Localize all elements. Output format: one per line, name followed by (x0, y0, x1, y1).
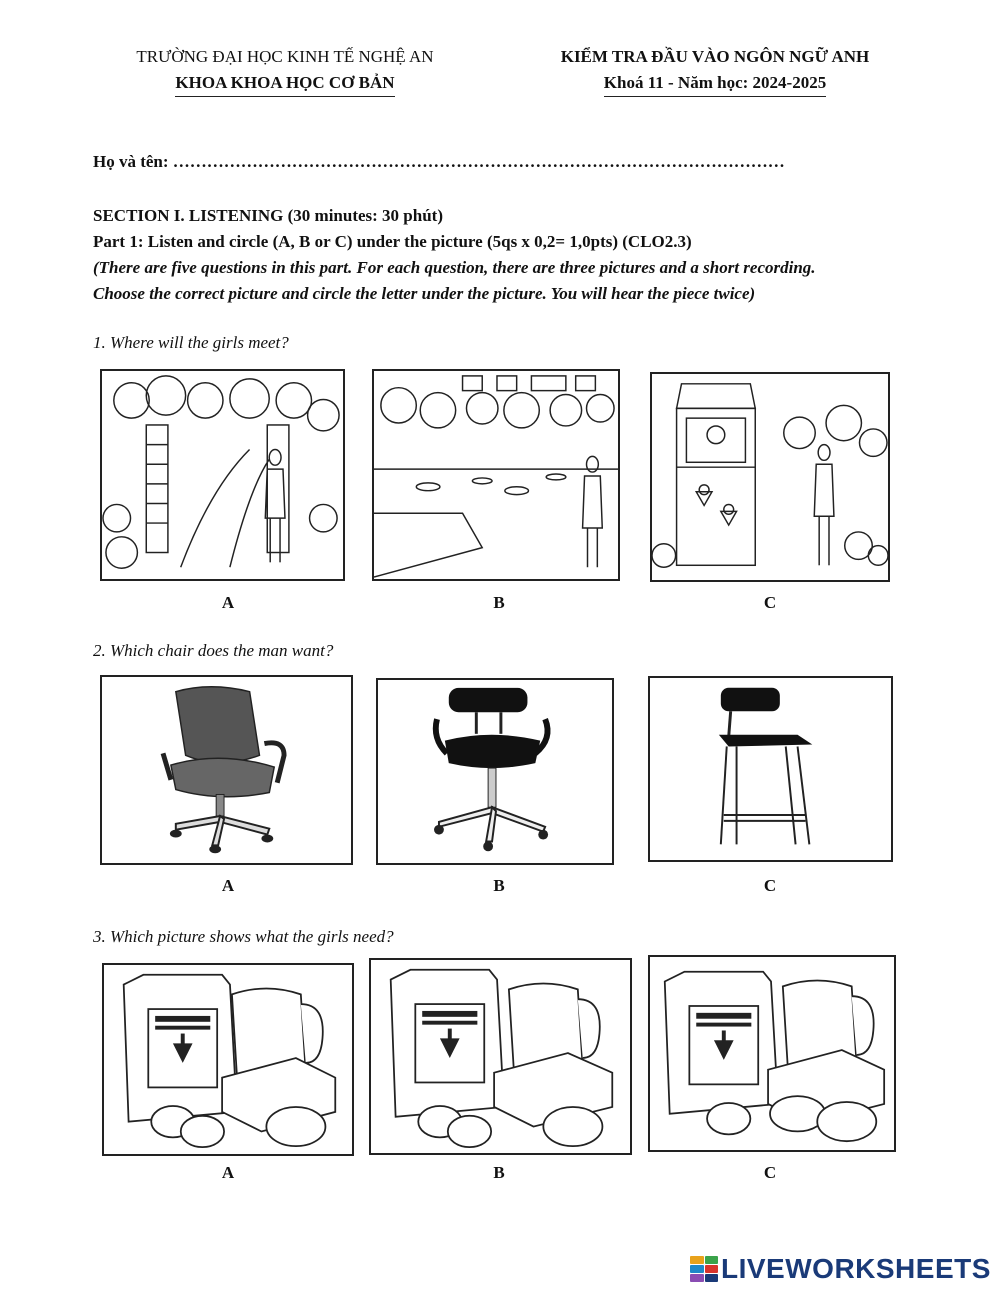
q1-option-b[interactable]: B (493, 593, 505, 612)
instructions-line-1: (There are five questions in this part. For each question, there are three pictures and a short recording. (93, 258, 816, 277)
logo-tile (690, 1256, 704, 1264)
q1-picture-c[interactable] (650, 372, 890, 582)
faculty-name: KHOA KHOA HỌC CƠ BẢN (175, 70, 394, 97)
exam-title: KIỂM TRA ĐẦU VÀO NGÔN NGỮ ANH (560, 47, 870, 66)
q1-option-a[interactable]: A (221, 593, 235, 612)
q3-picture-b[interactable] (369, 958, 632, 1155)
q3-option-c[interactable]: C (763, 1163, 777, 1182)
section-title: SECTION I. LISTENING (30 minutes: 30 phút) (93, 206, 443, 225)
q2-picture-b[interactable] (376, 678, 614, 865)
q1-picture-b[interactable] (372, 369, 620, 581)
q1-option-c[interactable]: C (763, 593, 777, 612)
exam-block (515, 44, 915, 97)
instructions-line-2: Choose the correct picture and circle the letter under the picture. You will hear the piece twice) (93, 284, 756, 303)
listening-section (93, 203, 933, 307)
liveworksheets-logo-icon (690, 1256, 718, 1282)
q3-option-b[interactable]: B (493, 1163, 505, 1182)
q3-option-a[interactable]: A (221, 1163, 235, 1182)
q3-picture-a[interactable] (102, 963, 354, 1156)
q2-option-a[interactable]: A (221, 876, 235, 895)
part-title: Part 1: Listen and circle (A, B or C) under the picture (5qs x 0,2= 1,0pts) (CLO2.3) (93, 232, 692, 251)
student-name-field[interactable]: Họ và tên: ……………………………………………………………………………………………… (93, 152, 785, 171)
q2-option-c[interactable]: C (763, 876, 777, 895)
document-header (0, 44, 1000, 104)
logo-tile (705, 1274, 719, 1282)
logo-tile (705, 1256, 719, 1264)
question-1-text: 1. Where will the girls meet? (93, 333, 289, 352)
q2-picture-a[interactable] (100, 675, 353, 865)
logo-tile (690, 1265, 704, 1273)
question-2-text: 2. Which chair does the man want? (93, 641, 334, 660)
question-3-text: 3. Which picture shows what the girls need? (93, 927, 394, 946)
q1-picture-a[interactable] (100, 369, 345, 581)
logo-tile (705, 1265, 719, 1273)
q3-picture-c[interactable] (648, 955, 896, 1152)
liveworksheets-logo-text: LIVEWORKSHEETS (721, 1253, 991, 1284)
liveworksheets-logo (690, 1254, 991, 1284)
logo-tile (690, 1274, 704, 1282)
university-block (105, 44, 465, 97)
q2-option-b[interactable]: B (493, 876, 505, 895)
q2-picture-c[interactable] (648, 676, 893, 862)
exam-course-year: Khoá 11 - Năm học: 2024-2025 (604, 70, 826, 97)
university-name: TRƯỜNG ĐẠI HỌC KINH TẾ NGHỆ AN (136, 47, 434, 66)
